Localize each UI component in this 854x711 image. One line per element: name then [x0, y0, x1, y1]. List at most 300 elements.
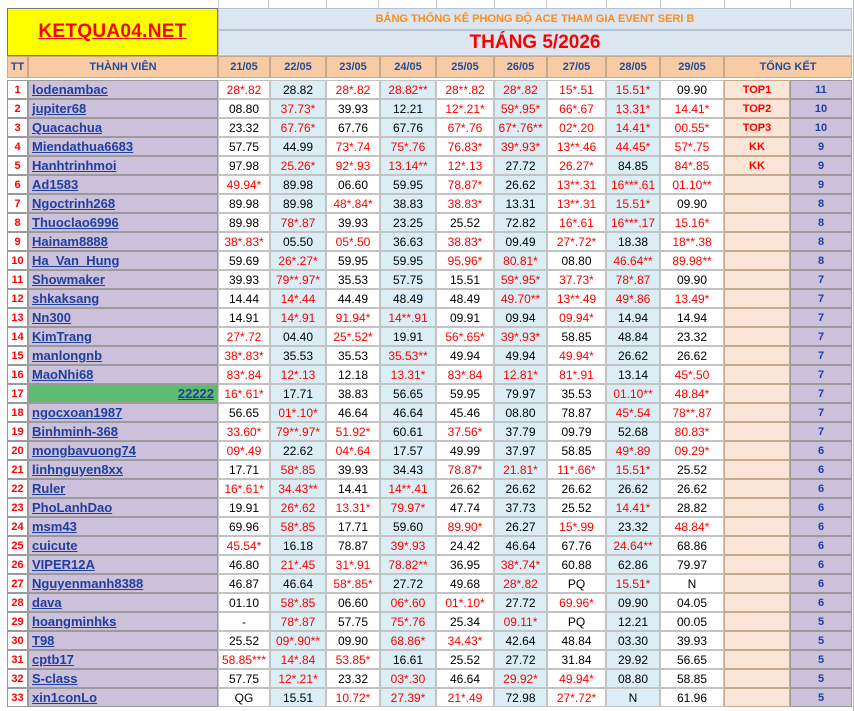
result-cell: 16*.61* — [218, 384, 270, 403]
result-cell: 79.97 — [660, 555, 724, 574]
rank-badge — [724, 365, 790, 384]
result-cell: 23.32 — [326, 669, 380, 688]
row-number: 10 — [7, 251, 28, 270]
result-cell: 48.49 — [436, 289, 494, 308]
result-cell: 04*.64 — [326, 441, 380, 460]
result-cell: 89.98 — [270, 194, 326, 213]
result-cell: 80.83* — [660, 422, 724, 441]
result-cell: 49.94 — [436, 346, 494, 365]
result-cell: N — [606, 688, 660, 707]
result-cell: 31*.91 — [326, 555, 380, 574]
header-date: 28/05 — [606, 56, 660, 78]
result-cell: 78.87* — [436, 460, 494, 479]
result-cell: 58*.85 — [270, 593, 326, 612]
total-score: 7 — [790, 403, 852, 422]
member-name-link[interactable]: Ad1583 — [28, 175, 218, 194]
rank-badge — [724, 175, 790, 194]
member-name-link[interactable]: msm43 — [28, 517, 218, 536]
result-cell: 06.60 — [326, 175, 380, 194]
result-cell: 79.97 — [494, 384, 547, 403]
result-cell: 00.55* — [660, 118, 724, 137]
result-cell: 60.61 — [380, 422, 436, 441]
result-cell: 75*.76 — [380, 612, 436, 631]
member-name-link[interactable]: 22222 — [28, 384, 218, 403]
result-cell: 06.60 — [326, 593, 380, 612]
header-date: 24/05 — [380, 56, 436, 78]
header-total: TỔNG KẾT — [724, 56, 852, 78]
row-number: 4 — [7, 137, 28, 156]
member-name-link[interactable]: Hanhtrinhmoi — [28, 156, 218, 175]
result-cell: 79**.97* — [270, 422, 326, 441]
result-cell: 48.49 — [380, 289, 436, 308]
row-number: 25 — [7, 536, 28, 555]
result-cell: 14**.41 — [380, 479, 436, 498]
result-cell: 35.53 — [326, 270, 380, 289]
row-number: 2 — [7, 99, 28, 118]
result-cell: 26.62 — [660, 346, 724, 365]
row-number: 13 — [7, 308, 28, 327]
rank-badge — [724, 517, 790, 536]
result-cell: 13.31* — [606, 99, 660, 118]
result-cell: 15.51* — [606, 194, 660, 213]
result-cell: 38*.83* — [218, 346, 270, 365]
result-cell: 78.87 — [326, 536, 380, 555]
result-cell: 08.80 — [547, 251, 606, 270]
result-cell: 12*.21* — [270, 669, 326, 688]
result-cell: 34.43 — [380, 460, 436, 479]
result-cell: 26.27 — [494, 517, 547, 536]
row-number: 21 — [7, 460, 28, 479]
result-cell: 49.94 — [494, 346, 547, 365]
result-cell: 28*.82 — [218, 80, 270, 99]
result-cell: 25.34 — [436, 612, 494, 631]
result-cell: 79**.97* — [270, 270, 326, 289]
result-cell: 39.93 — [326, 460, 380, 479]
header-member: THÀNH VIÊN — [28, 56, 218, 78]
rank-badge: TOP1 — [724, 80, 790, 99]
result-cell: 00.05 — [660, 612, 724, 631]
result-cell: 46.64 — [380, 403, 436, 422]
result-cell: 89.98 — [218, 213, 270, 232]
result-cell: 78*.87 — [270, 612, 326, 631]
result-cell: 44.45* — [606, 137, 660, 156]
member-name-link[interactable]: Quacachua — [28, 118, 218, 137]
row-number: 24 — [7, 517, 28, 536]
result-cell: 72.98 — [494, 688, 547, 707]
member-name-link[interactable]: Ngoctrinh268 — [28, 194, 218, 213]
result-cell: 44.49 — [326, 289, 380, 308]
row-number: 29 — [7, 612, 28, 631]
result-cell: 45*.54 — [606, 403, 660, 422]
result-cell: 14.41* — [606, 118, 660, 137]
result-cell: 48.84 — [547, 631, 606, 650]
result-cell: 12.21 — [606, 612, 660, 631]
result-cell: 69.96* — [547, 593, 606, 612]
total-score: 8 — [790, 232, 852, 251]
total-score: 5 — [790, 688, 852, 707]
row-number: 11 — [7, 270, 28, 289]
result-cell: 72.82 — [494, 213, 547, 232]
member-name-link[interactable]: jupiter68 — [28, 99, 218, 118]
result-cell: 84.85 — [606, 156, 660, 175]
result-cell: 27.72 — [494, 593, 547, 612]
member-name-link[interactable]: mongbavuong74 — [28, 441, 218, 460]
result-cell: 06*.60 — [380, 593, 436, 612]
result-cell: 37.79 — [494, 422, 547, 441]
row-number: 27 — [7, 574, 28, 593]
result-cell: 89.98 — [218, 194, 270, 213]
result-cell: 59.95 — [436, 384, 494, 403]
rank-badge — [724, 479, 790, 498]
result-cell: 12.21 — [380, 99, 436, 118]
result-cell: 08.80 — [494, 403, 547, 422]
result-cell: 15.51 — [270, 688, 326, 707]
result-cell: 57.75 — [218, 669, 270, 688]
site-logo[interactable] — [7, 8, 218, 56]
result-cell: 17.71 — [326, 517, 380, 536]
result-cell: 67*.76** — [494, 118, 547, 137]
result-cell: 03.30 — [606, 631, 660, 650]
result-cell: 46.64** — [606, 251, 660, 270]
result-cell: 13.49* — [660, 289, 724, 308]
result-cell: 28*.82 — [494, 80, 547, 99]
header-date: 29/05 — [660, 56, 724, 78]
total-score: 6 — [790, 536, 852, 555]
result-cell: 26.27* — [547, 156, 606, 175]
result-cell: 39*.93* — [494, 137, 547, 156]
result-cell: 76.83* — [436, 137, 494, 156]
result-cell: 28.82** — [380, 80, 436, 99]
result-cell: 15.51* — [606, 460, 660, 479]
total-score: 5 — [790, 650, 852, 669]
result-cell: 69.96 — [218, 517, 270, 536]
result-cell: 59.60 — [380, 517, 436, 536]
result-cell: 15.51 — [436, 270, 494, 289]
member-name-link[interactable]: Ruler — [28, 479, 218, 498]
result-cell: 17.57 — [380, 441, 436, 460]
result-cell: 16.61 — [380, 650, 436, 669]
rank-badge — [724, 346, 790, 365]
result-cell: 44.99 — [270, 137, 326, 156]
result-cell: 58.85*** — [218, 650, 270, 669]
result-cell: 13.31* — [326, 498, 380, 517]
result-cell: 25.52 — [660, 460, 724, 479]
member-name-link[interactable]: ngocxoan1987 — [28, 403, 218, 422]
result-cell: 15.16* — [660, 213, 724, 232]
total-score: 8 — [790, 213, 852, 232]
member-name-link[interactable]: shkaksang — [28, 289, 218, 308]
result-cell: 58*.85 — [270, 460, 326, 479]
result-cell: 38.83 — [380, 194, 436, 213]
row-number: 12 — [7, 289, 28, 308]
result-cell: 13**.31 — [547, 175, 606, 194]
member-name-link[interactable]: MaoNhi68 — [28, 365, 218, 384]
result-cell: 04.40 — [270, 327, 326, 346]
result-cell: 27.72 — [494, 650, 547, 669]
result-cell: 56.65 — [660, 650, 724, 669]
result-cell: 15*.99 — [547, 517, 606, 536]
result-cell: 97.98 — [218, 156, 270, 175]
result-cell: PQ — [547, 574, 606, 593]
result-cell: 17.71 — [270, 384, 326, 403]
member-name-link[interactable]: manlongnb — [28, 346, 218, 365]
result-cell: 13.14 — [606, 365, 660, 384]
member-name-link[interactable]: S-class — [28, 669, 218, 688]
rank-badge — [724, 460, 790, 479]
result-cell: 13.14** — [380, 156, 436, 175]
member-name-link[interactable]: xin1conLo — [28, 688, 218, 707]
member-name-link[interactable]: Miendathua6683 — [28, 137, 218, 156]
total-score: 7 — [790, 346, 852, 365]
member-name-link[interactable]: T98 — [28, 631, 218, 650]
rank-badge — [724, 384, 790, 403]
header-tt: TT — [7, 56, 28, 78]
result-cell: 56.65 — [380, 384, 436, 403]
result-cell: 28*.82 — [326, 80, 380, 99]
row-number: 26 — [7, 555, 28, 574]
result-cell: 57.75 — [218, 137, 270, 156]
member-name-link[interactable]: KimTrang — [28, 327, 218, 346]
row-number: 9 — [7, 232, 28, 251]
result-cell: 39*.93 — [380, 536, 436, 555]
month-title: THÁNG 5/2026 — [218, 30, 852, 56]
total-score: 6 — [790, 574, 852, 593]
result-cell: 78*.87 — [606, 270, 660, 289]
member-name-link[interactable]: Ha_Van_Hung — [28, 251, 218, 270]
result-cell: 09.29* — [660, 441, 724, 460]
result-cell: 78.87* — [436, 175, 494, 194]
total-score: 10 — [790, 118, 852, 137]
total-score: 5 — [790, 612, 852, 631]
row-number: 16 — [7, 365, 28, 384]
result-cell: 58.85 — [660, 669, 724, 688]
row-number: 5 — [7, 156, 28, 175]
header-date: 21/05 — [218, 56, 270, 78]
rank-badge — [724, 441, 790, 460]
result-cell: 24.64** — [606, 536, 660, 555]
result-cell: 37.73 — [494, 498, 547, 517]
result-cell: 49.94* — [547, 669, 606, 688]
result-cell: 83*.84 — [436, 365, 494, 384]
member-name-link[interactable]: cuicute — [28, 536, 218, 555]
result-cell: 34.43** — [270, 479, 326, 498]
result-cell: PQ — [547, 612, 606, 631]
result-cell: 39.93 — [218, 270, 270, 289]
result-cell: 17.71 — [218, 460, 270, 479]
result-cell: 14.44 — [218, 289, 270, 308]
rank-badge — [724, 669, 790, 688]
row-number: 23 — [7, 498, 28, 517]
result-cell: 01.10** — [606, 384, 660, 403]
result-cell: 01*.10* — [270, 403, 326, 422]
result-cell: 15.51* — [606, 80, 660, 99]
result-cell: 58.85 — [547, 327, 606, 346]
row-number: 3 — [7, 118, 28, 137]
result-cell: 21*.45 — [270, 555, 326, 574]
result-cell: 26.62 — [660, 479, 724, 498]
member-name-link[interactable]: Nguyenmanh8388 — [28, 574, 218, 593]
result-cell: 59.95 — [380, 251, 436, 270]
result-cell: 14.41* — [606, 498, 660, 517]
result-cell: 61.96 — [660, 688, 724, 707]
result-cell: 78**.87 — [660, 403, 724, 422]
total-score: 7 — [790, 384, 852, 403]
result-cell: 16***.61 — [606, 175, 660, 194]
header-date: 23/05 — [326, 56, 380, 78]
result-cell: 80.81* — [494, 251, 547, 270]
result-cell: 68.86* — [380, 631, 436, 650]
result-cell: 67*.76 — [436, 118, 494, 137]
result-cell: 14.41* — [660, 99, 724, 118]
result-cell: 23.32 — [218, 118, 270, 137]
member-name-link[interactable]: Binhminh-368 — [28, 422, 218, 441]
member-name-link[interactable]: Showmaker — [28, 270, 218, 289]
result-cell: 34.43* — [436, 631, 494, 650]
result-cell: 02*.20 — [547, 118, 606, 137]
result-cell: 56*.65* — [436, 327, 494, 346]
member-name-link[interactable]: Nn300 — [28, 308, 218, 327]
member-name-link[interactable]: linhnguyen8xx — [28, 460, 218, 479]
result-cell: 38.83 — [326, 384, 380, 403]
total-score: 7 — [790, 365, 852, 384]
result-cell: 36.95 — [436, 555, 494, 574]
result-cell: 21*.49 — [436, 688, 494, 707]
result-cell: 18.38 — [606, 232, 660, 251]
result-cell: 57.75 — [380, 270, 436, 289]
total-score: 6 — [790, 441, 852, 460]
result-cell: 26.62 — [494, 479, 547, 498]
result-cell: 58*.85 — [270, 517, 326, 536]
result-cell: 75*.76 — [380, 137, 436, 156]
total-score: 5 — [790, 631, 852, 650]
result-cell: 05.50 — [270, 232, 326, 251]
member-name-link[interactable]: PhoLanhDao — [28, 498, 218, 517]
total-score: 9 — [790, 175, 852, 194]
total-score: 5 — [790, 669, 852, 688]
result-cell: 26*.62 — [270, 498, 326, 517]
sheet-caption: BẢNG THỐNG KÊ PHONG ĐỘ ACE THAM GIA EVENT SERI B — [218, 8, 852, 30]
result-cell: 09.90 — [660, 270, 724, 289]
result-cell: 39.93 — [326, 99, 380, 118]
result-cell: 46.64 — [436, 669, 494, 688]
result-cell: 21.81* — [494, 460, 547, 479]
row-number: 6 — [7, 175, 28, 194]
result-cell: 12*.13 — [436, 156, 494, 175]
row-number: 18 — [7, 403, 28, 422]
row-number: 15 — [7, 346, 28, 365]
result-cell: 18**.38 — [660, 232, 724, 251]
result-cell: 95.96* — [436, 251, 494, 270]
result-cell: 27*.72 — [218, 327, 270, 346]
rank-badge — [724, 270, 790, 289]
result-cell: 13**.49 — [547, 289, 606, 308]
result-cell: 12.18 — [326, 365, 380, 384]
rank-badge — [724, 403, 790, 422]
result-cell: 16*.61* — [218, 479, 270, 498]
member-name-link[interactable]: Hainam8888 — [28, 232, 218, 251]
rank-badge: KK — [724, 156, 790, 175]
member-name-link[interactable]: Thuoclao6996 — [28, 213, 218, 232]
result-cell: 49.94* — [218, 175, 270, 194]
rank-badge — [724, 498, 790, 517]
result-cell: 49.94* — [547, 346, 606, 365]
result-cell: 14.94 — [606, 308, 660, 327]
member-name-link[interactable]: VIPER12A — [28, 555, 218, 574]
rank-badge: KK — [724, 137, 790, 156]
result-cell: 67.76 — [547, 536, 606, 555]
result-cell: 46.64 — [326, 403, 380, 422]
result-cell: 29.92* — [494, 669, 547, 688]
result-cell: 79.97* — [380, 498, 436, 517]
row-number: 7 — [7, 194, 28, 213]
member-name-link[interactable]: dava — [28, 593, 218, 612]
result-cell: 11*.66* — [547, 460, 606, 479]
result-cell: 27.72 — [380, 574, 436, 593]
result-cell: 45*.50 — [660, 365, 724, 384]
result-cell: 09.91 — [436, 308, 494, 327]
result-cell: 42.64 — [494, 631, 547, 650]
result-cell: 78*.87 — [270, 213, 326, 232]
result-cell: 38*.74* — [494, 555, 547, 574]
result-cell: 48.84* — [660, 384, 724, 403]
rank-badge: TOP2 — [724, 99, 790, 118]
result-cell: 45.46 — [436, 403, 494, 422]
result-cell: 49.70** — [494, 289, 547, 308]
result-cell: - — [218, 612, 270, 631]
rank-badge: TOP3 — [724, 118, 790, 137]
result-cell: 09.90 — [326, 631, 380, 650]
total-score: 9 — [790, 156, 852, 175]
result-cell: 49.68 — [436, 574, 494, 593]
result-cell: 09.94 — [494, 308, 547, 327]
rank-badge — [724, 555, 790, 574]
member-name-link[interactable]: hoangminhks — [28, 612, 218, 631]
result-cell: 14.41 — [326, 479, 380, 498]
member-name-link[interactable]: lodenambac — [28, 80, 218, 99]
result-cell: 83*.84 — [218, 365, 270, 384]
result-cell: 14*.44 — [270, 289, 326, 308]
result-cell: 56.65 — [218, 403, 270, 422]
result-cell: 36.63 — [380, 232, 436, 251]
result-cell: 19.91 — [218, 498, 270, 517]
rank-badge — [724, 631, 790, 650]
result-cell: 09.49 — [494, 232, 547, 251]
result-cell: N — [660, 574, 724, 593]
rank-badge — [724, 688, 790, 707]
result-cell: 16.18 — [270, 536, 326, 555]
result-cell: 14**.91 — [380, 308, 436, 327]
result-cell: 15*.51 — [547, 80, 606, 99]
rank-badge — [724, 308, 790, 327]
result-cell: 19.91 — [380, 327, 436, 346]
total-score: 7 — [790, 270, 852, 289]
total-score: 8 — [790, 251, 852, 270]
result-cell: 81*.91 — [547, 365, 606, 384]
result-cell: 28**.82 — [436, 80, 494, 99]
result-cell: 09.90 — [660, 80, 724, 99]
rank-badge — [724, 194, 790, 213]
result-cell: 14*.84 — [270, 650, 326, 669]
row-number: 8 — [7, 213, 28, 232]
total-score: 7 — [790, 308, 852, 327]
result-cell: 26.62 — [547, 479, 606, 498]
member-name-link[interactable]: cptb17 — [28, 650, 218, 669]
result-cell: 08.80 — [218, 99, 270, 118]
total-score: 6 — [790, 460, 852, 479]
result-cell: 27*.72* — [547, 688, 606, 707]
result-cell: 25.52 — [436, 213, 494, 232]
result-cell: 59.95 — [326, 251, 380, 270]
